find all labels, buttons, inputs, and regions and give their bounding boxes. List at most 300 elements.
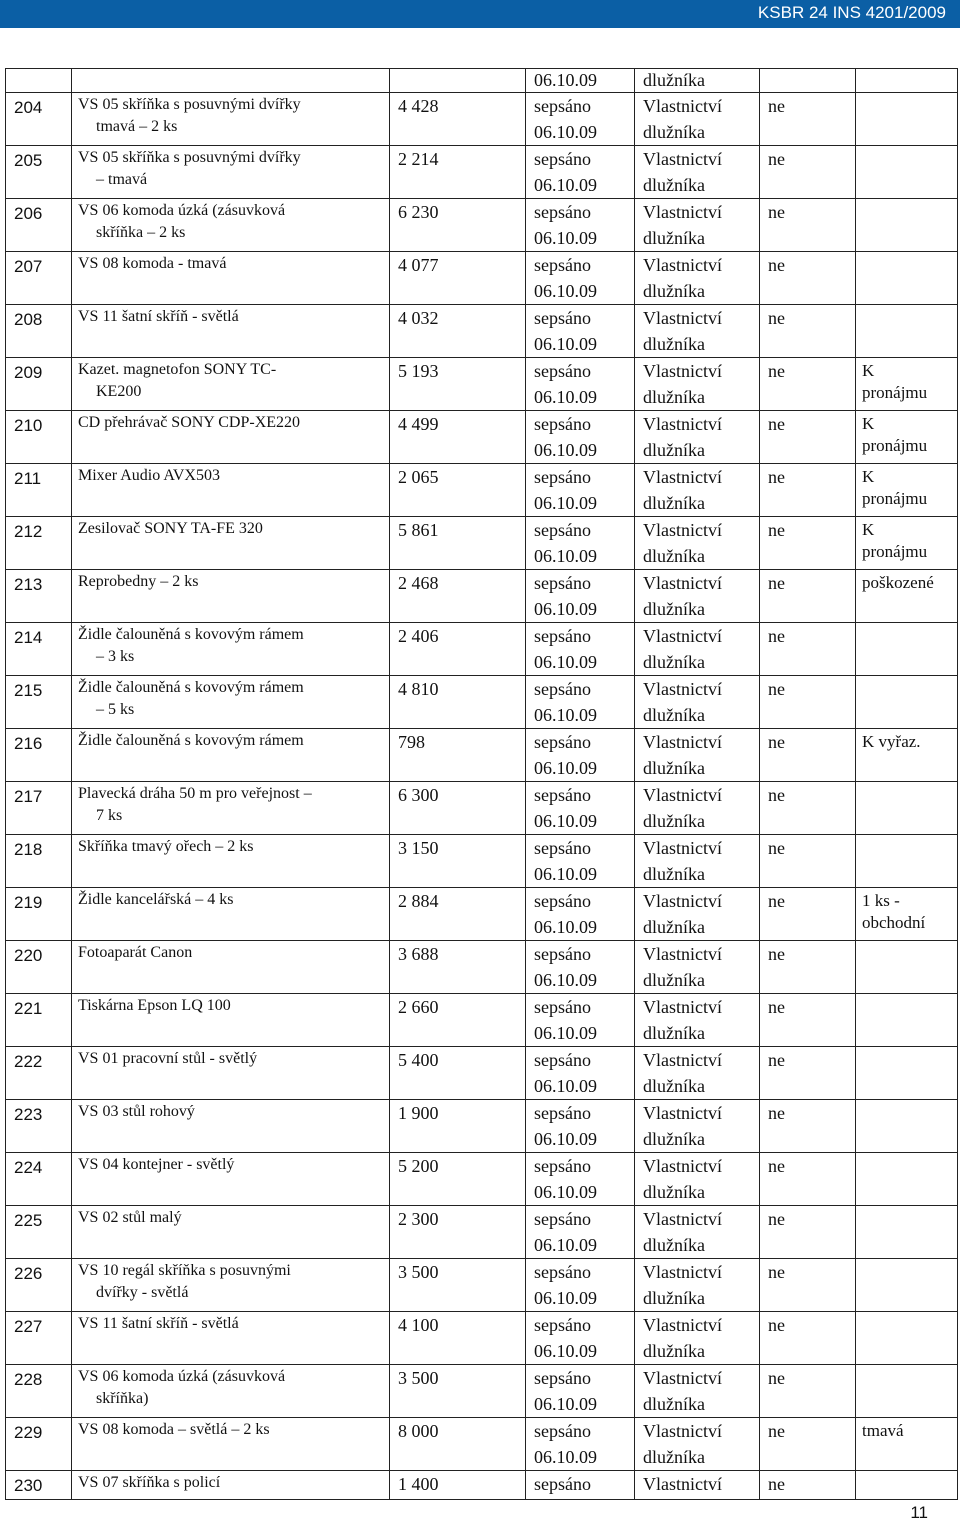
note-line-1: K [862,520,875,539]
status-text: sepsáno [534,1050,591,1070]
ownership-text: Vlastnictví [643,255,722,275]
table-row [6,1418,958,1471]
item-description [72,517,390,570]
ownership-text: Vlastnictví [643,414,722,434]
flag-cell: ne [760,941,856,994]
table-row [6,199,958,252]
flag-cell: ne [760,782,856,835]
flag-cell: ne [760,1365,856,1418]
status-cell [526,146,635,199]
row-number: 225 [6,1206,72,1259]
item-description [72,570,390,623]
item-line-1: VS 10 regál skříňka s posuvnými [78,1262,291,1279]
flag-cell: ne [760,1471,856,1500]
item-line-1: Židle čalouněná s kovovým rámem [78,679,304,696]
ownership-text: Vlastnictví [643,732,722,752]
item-line-1: VS 04 kontejner - světlý [78,1156,235,1173]
flag-cell: ne [760,252,856,305]
note-cell [856,146,958,199]
note-cell [856,835,958,888]
item-value: 2 884 [390,888,526,941]
status-date: 06.10.09 [534,1182,597,1202]
note-cell [856,1471,958,1500]
note-cell [856,676,958,729]
status-cell [526,411,635,464]
ownership-cell [635,888,760,941]
item-line-2: tmavá – 2 ks [96,118,178,135]
ownership-text: Vlastnictví [643,308,722,328]
ownership-cell [635,252,760,305]
ownership-owner: dlužníka [643,1394,705,1414]
ownership-cell [635,994,760,1047]
ownership-cell [635,464,760,517]
note-line-1: poškozené [862,573,934,592]
item-line-1: VS 06 komoda úzká (zásuvková [78,1368,286,1385]
status-text: sepsáno [534,308,591,328]
ownership-owner: dlužníka [643,758,705,778]
ownership-cell [635,941,760,994]
flag-cell: ne [760,1259,856,1312]
note-cell [856,199,958,252]
status-text: sepsáno [534,414,591,434]
ownership-cell [635,305,760,358]
item-line-2: – 3 ks [96,648,135,665]
flag-cell: ne [760,464,856,517]
item-line-2: KE200 [96,383,142,400]
item-value: 5 400 [390,1047,526,1100]
row-number: 207 [6,252,72,305]
item-value: 5 200 [390,1153,526,1206]
row-number: 209 [6,358,72,411]
ownership-cell [635,1047,760,1100]
table-row [6,623,958,676]
item-value: 1 900 [390,1100,526,1153]
item-value: 2 468 [390,570,526,623]
status-date: 06.10.09 [534,1341,597,1361]
ownership-text: Vlastnictví [643,520,722,540]
item-description [72,93,390,146]
status-text: sepsáno [534,997,591,1017]
status-text: sepsáno [534,1209,591,1229]
ownership-owner: dlužníka [643,652,705,672]
status-date: 06.10.09 [534,1447,597,1467]
item-line-1: VS 01 pracovní stůl - světlý [78,1050,258,1067]
table-row [6,676,958,729]
note-line-1: K [862,414,875,433]
item-description [72,199,390,252]
row-number: 221 [6,994,72,1047]
item-description [72,676,390,729]
status-date: 06.10.09 [534,334,597,354]
status-cell [526,305,635,358]
row-number: 216 [6,729,72,782]
item-line-1: Židle čalouněná s kovovým rámem [78,626,304,643]
item-description [72,1206,390,1259]
status-text: sepsáno [534,467,591,487]
item-value: 5 861 [390,517,526,570]
status-text: sepsáno [534,838,591,858]
note-cell [856,464,958,517]
item-description [72,941,390,994]
item-line-1: VS 03 stůl rohový [78,1103,195,1120]
item-line-2: – tmavá [96,171,148,188]
item-description [72,464,390,517]
status-cell [526,1418,635,1471]
item-line-1: CD přehrávač SONY CDP-XE220 [78,414,301,431]
status-cell [526,464,635,517]
row-number: 205 [6,146,72,199]
status-date: 06.10.09 [534,281,597,301]
item-line-1: VS 05 skříňka s posuvnými dvířky [78,149,301,166]
table-row [6,411,958,464]
ownership-cell [635,199,760,252]
table-row [6,1100,958,1153]
note-line-1: 1 ks - [862,891,900,910]
note-line-2: pronájmu [862,489,928,508]
row-number: 222 [6,1047,72,1100]
item-value: 4 100 [390,1312,526,1365]
ownership-text: Vlastnictví [643,1262,722,1282]
ownership-cell [635,1206,760,1259]
flag-cell: ne [760,93,856,146]
status-date: 06.10.09 [534,917,597,937]
flag-cell: ne [760,676,856,729]
note-line-1: K vyřaz. [862,732,921,751]
note-line-1: K [862,467,875,486]
ownership-owner: dlužníka [643,546,705,566]
item-value: 5 193 [390,358,526,411]
status-text: sepsáno [534,1103,591,1123]
page-number: 11 [910,1503,928,1522]
ownership-cell [635,411,760,464]
row-number: 208 [6,305,72,358]
note-cell [856,305,958,358]
ownership-cell [635,1418,760,1471]
row-number: 220 [6,941,72,994]
flag-cell: ne [760,411,856,464]
ownership-text: Vlastnictví [643,1156,722,1176]
status-date: 06.10.09 [534,1023,597,1043]
ownership-cell [635,517,760,570]
flag-cell: ne [760,1206,856,1259]
status-date: 06.10.09 [534,705,597,725]
ownership-owner: dlužníka [643,811,705,831]
status-text: sepsáno [534,1368,591,1388]
item-description [72,1100,390,1153]
row-number: 229 [6,1418,72,1471]
ownership-owner: dlužníka [643,493,705,513]
ownership-cell: Vlastnictví [635,1471,760,1500]
ownership-cell [635,1259,760,1312]
table-row [6,1365,958,1418]
flag-cell: ne [760,729,856,782]
flag-cell: ne [760,1153,856,1206]
status-date: 06.10.09 [534,758,597,778]
ownership-text: Vlastnictví [643,626,722,646]
note-cell [856,1312,958,1365]
item-value: 2 660 [390,994,526,1047]
status-date: 06.10.09 [534,652,597,672]
item-description [72,782,390,835]
item-line-1: VS 02 stůl malý [78,1209,182,1226]
note-cell [856,358,958,411]
status-cell [526,93,635,146]
item-description [72,623,390,676]
status-date: 06.10.09 [534,387,597,407]
ownership-owner: dlužníka [643,917,705,937]
ownership-owner: dlužníka [643,1182,705,1202]
item-line-1: VS 11 šatní skříň - světlá [78,308,239,325]
item-line-1: VS 08 komoda – světlá – 2 ks [78,1421,270,1438]
row-number: 213 [6,570,72,623]
status-date: 06.10.09 [534,1288,597,1308]
ownership-owner: dlužníka [643,864,705,884]
note-cell [856,93,958,146]
table-row [6,1259,958,1312]
status-cell [526,729,635,782]
item-description [72,1312,390,1365]
status-cell [526,199,635,252]
note-line-2: pronájmu [862,436,928,455]
flag-cell: ne [760,1418,856,1471]
item-description [72,994,390,1047]
document-header: KSBR 24 INS 4201/2009 [0,0,960,28]
ownership-cell [635,1365,760,1418]
status-text: sepsáno [534,1262,591,1282]
item-line-1: Reprobedny – 2 ks [78,573,199,590]
ownership-text: Vlastnictví [643,96,722,116]
table-row [6,888,958,941]
item-description: VS 07 skříňka s policí [72,1471,390,1500]
status-date: 06.10.09 [534,1129,597,1149]
item-value: 3 688 [390,941,526,994]
item-value: 4 032 [390,305,526,358]
status-cell [526,570,635,623]
ownership-cell [635,1100,760,1153]
table-row [6,835,958,888]
status-date: 06.10.09 [534,546,597,566]
ownership-text: Vlastnictví [643,202,722,222]
item-value: 4 077 [390,252,526,305]
item-line-1: Mixer Audio AVX503 [78,467,220,484]
ownership-text: Vlastnictví [643,679,722,699]
item-value: 2 065 [390,464,526,517]
item-value: 8 000 [390,1418,526,1471]
note-line-1: K [862,361,875,380]
ownership-owner: dlužníka [643,599,705,619]
ownership-owner: dlužníka [643,970,705,990]
status-cell [526,1365,635,1418]
item-value: 2 406 [390,623,526,676]
ownership-text: Vlastnictví [643,361,722,381]
status-cell [526,941,635,994]
item-value: 3 500 [390,1365,526,1418]
table-row [6,570,958,623]
note-cell [856,888,958,941]
item-description [72,1259,390,1312]
ownership-owner: dlužníka [643,440,705,460]
item-line-1: VS 08 komoda - tmavá [78,255,227,272]
status-text: sepsáno [534,1421,591,1441]
status-cell [526,1312,635,1365]
item-line-2: skříňka – 2 ks [96,224,186,241]
note-cell [856,1259,958,1312]
flag-cell: ne [760,888,856,941]
ownership-owner: dlužníka [643,1076,705,1096]
ownership-text: Vlastnictví [643,944,722,964]
item-description [72,411,390,464]
note-cell [856,941,958,994]
status-cell [526,623,635,676]
status-date: 06.10.09 [534,1394,597,1414]
flag-cell: ne [760,835,856,888]
item-line-2: dvířky - světlá [96,1284,189,1301]
status-text: sepsáno [534,732,591,752]
status-text: sepsáno [534,202,591,222]
table-row-last [6,1471,958,1500]
ownership-owner: dlužníka [643,1447,705,1467]
item-line-1: Zesilovač SONY TA-FE 320 [78,520,263,537]
status-date: 06.10.09 [534,175,597,195]
row-number: 204 [6,93,72,146]
status-date: 06.10.09 [534,599,597,619]
ownership-text: Vlastnictví [643,1050,722,1070]
ownership-text: Vlastnictví [643,1103,722,1123]
item-description [72,729,390,782]
ownership-owner: dlužníka [643,175,705,195]
ownership-text: Vlastnictví [643,785,722,805]
note-cell [856,1047,958,1100]
note-cell [856,1418,958,1471]
table-row [6,1047,958,1100]
status-cell [526,1206,635,1259]
ownership-text: Vlastnictví [643,891,722,911]
item-line-1: Fotoaparát Canon [78,944,193,961]
item-line-1: Tiskárna Epson LQ 100 [78,997,231,1014]
ownership-cell [635,835,760,888]
item-line-1: Židle kancelářská – 4 ks [78,891,234,908]
status-date: 06.10.09 [534,1235,597,1255]
ownership-cell [635,676,760,729]
status-cell [526,1153,635,1206]
table-row [6,305,958,358]
item-value: 6 230 [390,199,526,252]
ownership-cell [635,570,760,623]
item-value: 798 [390,729,526,782]
status-date: 06.10.09 [534,493,597,513]
item-description [72,146,390,199]
row-number: 212 [6,517,72,570]
row-number: 230 [6,1471,72,1500]
item-line-2: skříňka) [96,1390,149,1407]
note-line-2: pronájmu [862,383,928,402]
row-number: 214 [6,623,72,676]
row-number: 210 [6,411,72,464]
ownership-text: Vlastnictví [643,838,722,858]
ownership-owner: dlužníka [643,387,705,407]
status-cell [526,358,635,411]
ownership-text: Vlastnictví [643,573,722,593]
table-row [6,1312,958,1365]
ownership-text: Vlastnictví [643,467,722,487]
ownership-text: Vlastnictví [643,1368,722,1388]
table-row [6,146,958,199]
item-value: 3 150 [390,835,526,888]
note-cell [856,1206,958,1259]
item-line-1: Kazet. magnetofon SONY TC- [78,361,277,378]
status-date: 06.10.09 [534,811,597,831]
ownership-owner: dlužníka [643,228,705,248]
table-row [6,1153,958,1206]
note-line-1: tmavá [862,1421,904,1440]
row-number: 228 [6,1365,72,1418]
note-line-2: pronájmu [862,542,928,561]
row-number: 217 [6,782,72,835]
ownership-text: Vlastnictví [643,997,722,1017]
note-cell [856,782,958,835]
ownership-owner: dlužníka [643,334,705,354]
status-cell [526,782,635,835]
note-cell [856,252,958,305]
ownership-owner: dlužníka [643,1023,705,1043]
item-description [72,1153,390,1206]
table-row [6,252,958,305]
status-cell [526,676,635,729]
item-description [72,1418,390,1471]
flag-cell: ne [760,1100,856,1153]
item-description [72,835,390,888]
row-number: 223 [6,1100,72,1153]
item-value: 4 499 [390,411,526,464]
status-text: sepsáno [534,96,591,116]
note-cell [856,1365,958,1418]
item-value: 6 300 [390,782,526,835]
item-value: 1 400 [390,1471,526,1500]
item-line-2: – 5 ks [96,701,135,718]
status-date: 06.10.09 [534,864,597,884]
note-cell [856,1100,958,1153]
ownership-owner: dlužníka [643,1235,705,1255]
item-line-1: VS 05 skříňka s posuvnými dvířky [78,96,301,113]
table-row [6,358,958,411]
item-value: 4 810 [390,676,526,729]
ownership-text: Vlastnictví [643,1315,722,1335]
table-row [6,729,958,782]
ownership-owner: dlužníka [643,1129,705,1149]
ownership-owner: dlužníka [643,122,705,142]
status-date: 06.10.09 [534,228,597,248]
row-number: 227 [6,1312,72,1365]
flag-cell: ne [760,994,856,1047]
date-cell: 06.10.09 [526,69,635,93]
status-text: sepsáno [534,944,591,964]
flag-cell: ne [760,570,856,623]
item-line-1: Plavecká dráha 50 m pro veřejnost – [78,785,312,802]
status-text: sepsáno [534,1315,591,1335]
ownership-owner: dlužníka [643,1341,705,1361]
table-row [6,782,958,835]
flag-cell: ne [760,305,856,358]
flag-cell: ne [760,517,856,570]
status-text: sepsáno [534,520,591,540]
status-text: sepsáno [534,1156,591,1176]
item-line-1: Židle čalouněná s kovovým rámem [78,732,304,749]
status-text: sepsáno [534,573,591,593]
item-description [72,358,390,411]
status-text: sepsáno [534,785,591,805]
item-line-1: VS 11 šatní skříň - světlá [78,1315,239,1332]
flag-cell: ne [760,199,856,252]
